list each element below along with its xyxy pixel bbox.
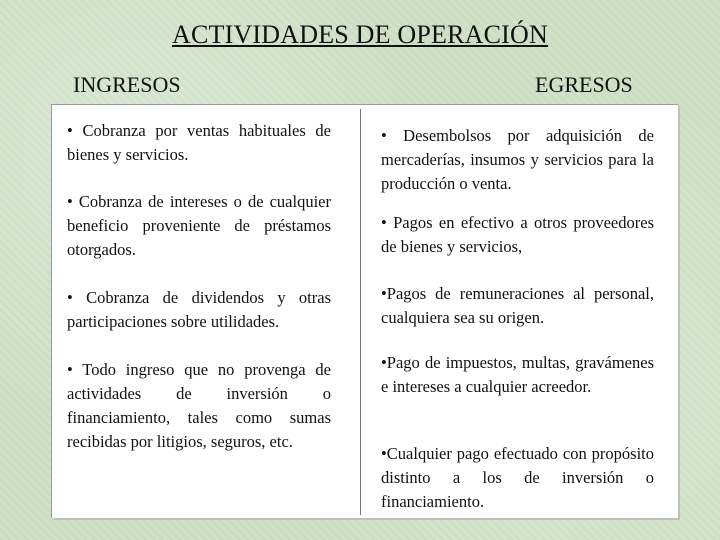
egreso-item-3: •Pagos de remuneraciones al personal, cualquiera sea su origen. bbox=[381, 284, 654, 327]
ingreso-item-2: • Cobranza de intereses o de cualquier beneficio proveniente de préstamos otorgados. bbox=[67, 192, 331, 259]
egreso-item-4: •Pago de impuestos, multas, gravámenes e intereses a cualquier acreedor. bbox=[381, 353, 654, 396]
ingreso-item-4: • Todo ingreso que no provenga de actividades de inversión o financiamiento, tales como sumas recibidas por litigios, seguros, etc. bbox=[67, 360, 331, 451]
ingreso-item-3: • Cobranza de dividendos y otras participaciones sobre utilidades. bbox=[67, 288, 331, 331]
egreso-item-1: • Desembolsos por adquisición de mercaderías, insumos y servicios para la producción o venta. bbox=[381, 126, 654, 193]
ingreso-item-1: • Cobranza por ventas habituales de bienes y servicios. bbox=[67, 121, 331, 164]
column-divider bbox=[360, 109, 361, 515]
egreso-item-5: •Cualquier pago efectuado con propósito distinto a los de inversión o financiamiento. bbox=[381, 444, 654, 511]
slide-title: ACTIVIDADES DE OPERACIÓN bbox=[171, 20, 548, 49]
ingresos-header: INGRESOS bbox=[73, 72, 181, 97]
egreso-item-2: • Pagos en efectivo a otros proveedores de bienes y servicios, bbox=[381, 213, 654, 256]
egresos-header: EGRESOS bbox=[535, 72, 633, 97]
